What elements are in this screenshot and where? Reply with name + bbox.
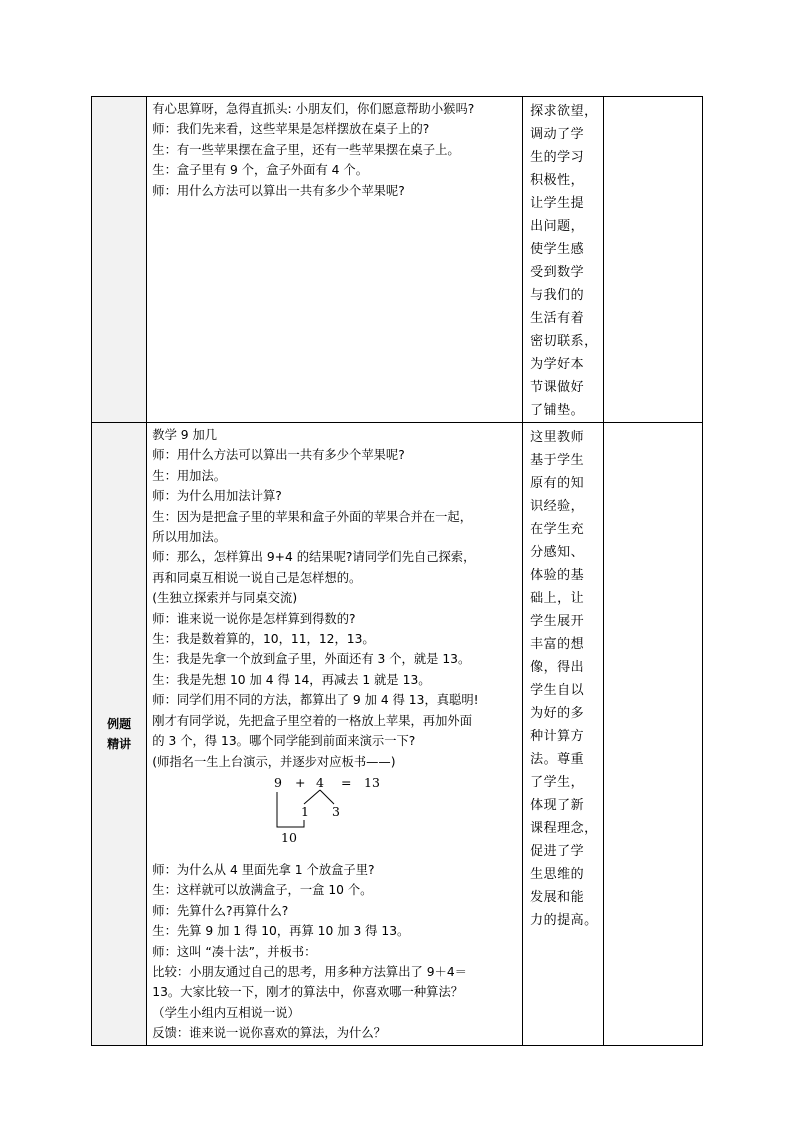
dialogue-line: 比较：小朋友通过自己的思考，用多种方法算出了 9＋4＝ bbox=[152, 964, 467, 979]
dialogue-line: 生：用加法。 bbox=[152, 468, 227, 483]
dialogue-line: 师：为什么从 4 里面先拿 1 个放盒子里? bbox=[152, 862, 375, 877]
dialogue-line: 生：盒子里有 9 个，盒子外面有 4 个。 bbox=[152, 163, 369, 178]
dialogue-line: 生：我是数着算的，10，11，12，13。 bbox=[152, 632, 375, 647]
note-line: 在学生充 bbox=[530, 522, 585, 537]
design-note bbox=[523, 97, 602, 422]
dialogue-line: 有心思算呀，急得直抓头: 小朋友们，你们愿意帮助小猴吗? bbox=[152, 102, 475, 116]
design-note-cell bbox=[523, 97, 603, 423]
note-line: 使学生感 bbox=[530, 242, 585, 257]
diagram-plus-sign: + bbox=[295, 774, 306, 790]
note-line: 发展和能 bbox=[530, 890, 585, 905]
dialogue-line: 师：用什么方法可以算出一共有多少个苹果呢? bbox=[152, 183, 405, 198]
note-line: 学生自以 bbox=[530, 683, 585, 698]
section-label-cell bbox=[92, 423, 147, 1046]
dialogue-lines bbox=[147, 858, 522, 1044]
diagram-split-right: 3 bbox=[332, 803, 341, 819]
dialogue-line: 师：用什么方法可以算出一共有多少个苹果呢? bbox=[152, 448, 405, 463]
dialogue-line: 师：同学们用不同的方法，都算出了 9 加 4 得 13，真聪明! bbox=[152, 693, 479, 708]
dialogue-line: 反馈：谁来说一说你喜欢的算法，为什么？ bbox=[152, 1026, 386, 1041]
ten-bracket bbox=[277, 792, 304, 827]
note-line: 这里教师 bbox=[530, 430, 585, 445]
note-line: 丰富的想 bbox=[530, 637, 585, 652]
split-line-right bbox=[320, 790, 334, 804]
diagram-split-left: 1 bbox=[301, 803, 310, 819]
note-line: 密切联系， bbox=[530, 334, 598, 349]
section-label-cell bbox=[92, 97, 147, 423]
dialogue-lines bbox=[147, 97, 522, 201]
note-line: 力的提高。 bbox=[530, 913, 598, 928]
section-label: 精讲 bbox=[107, 737, 132, 751]
note-line: 节课做好 bbox=[530, 380, 585, 395]
diagram-result: 13 bbox=[364, 774, 381, 790]
note-line: 分感知、 bbox=[530, 545, 585, 560]
table-row bbox=[92, 423, 703, 1046]
note-line: 与我们的 bbox=[530, 288, 585, 303]
diagram-equals-sign: = bbox=[341, 774, 352, 790]
note-line: 像，得出 bbox=[530, 660, 585, 675]
extra-cell bbox=[603, 423, 703, 1046]
note-line: 为好的多 bbox=[530, 706, 585, 721]
note-line: 法。尊重 bbox=[530, 752, 585, 767]
design-note-cell bbox=[523, 423, 603, 1046]
diagram-svg bbox=[271, 772, 431, 858]
note-line: 了学生， bbox=[530, 775, 585, 790]
dialogue-line: 13。大家比较一下，刚才的算法中，你喜欢哪一种算法？ bbox=[152, 985, 464, 1000]
dialogue-line: （学生小组内互相说一说） bbox=[152, 1005, 300, 1020]
section-label: 例题 bbox=[107, 717, 132, 731]
dialogue-cell bbox=[147, 423, 523, 1046]
dialogue-line: 所以用加法。 bbox=[152, 530, 227, 545]
note-line: 了铺垫。 bbox=[530, 403, 585, 418]
split-line-left bbox=[304, 790, 320, 804]
dialogue-line: 刚才有同学说，先把盒子里空着的一格放上苹果，再加外面 bbox=[152, 713, 472, 728]
note-line: 课程理念， bbox=[530, 821, 598, 836]
dialogue-line: 师：谁来说一说你是怎样算到得数的? bbox=[152, 611, 356, 626]
dialogue-cell bbox=[147, 97, 523, 423]
note-line: 基于学生 bbox=[530, 453, 585, 468]
dialogue-line: 生：这样就可以放满盒子，一盒 10 个。 bbox=[152, 883, 373, 898]
note-line: 受到数学 bbox=[530, 265, 585, 280]
note-line: 学生展开 bbox=[530, 614, 585, 629]
extra-cell bbox=[603, 97, 703, 423]
diagram-ten: 10 bbox=[281, 829, 298, 845]
diagram-addend-b: 4 bbox=[316, 774, 325, 790]
note-line: 生的学习 bbox=[530, 150, 585, 165]
dialogue-line: 教学 9 加几 bbox=[152, 428, 218, 442]
dialogue-line: 师：我们先来看，这些苹果是怎样摆放在桌子上的? bbox=[152, 122, 430, 137]
note-line: 体验的基 bbox=[530, 568, 585, 583]
note-line: 调动了学 bbox=[530, 127, 585, 142]
lesson-plan-table bbox=[91, 96, 703, 1046]
make-ten-diagram bbox=[147, 772, 522, 858]
table-row bbox=[92, 97, 703, 423]
note-line: 促进了学 bbox=[530, 844, 585, 859]
note-line: 积极性， bbox=[530, 173, 585, 188]
dialogue-line: 生：我是先想 10 加 4 得 14，再减去 1 就是 13。 bbox=[152, 672, 431, 687]
dialogue-line: 生：我是先拿一个放到盒子里，外面还有 3 个，就是 13。 bbox=[152, 652, 471, 667]
dialogue-line: 的 3 个，得 13。哪个同学能到前面来演示一下? bbox=[152, 734, 416, 749]
dialogue-lines bbox=[147, 423, 522, 772]
dialogue-line: 生：有一些苹果摆在盒子里，还有一些苹果摆在桌子上。 bbox=[152, 142, 460, 157]
note-line: 让学生提 bbox=[530, 196, 585, 211]
diagram-addend-a: 9 bbox=[274, 774, 283, 790]
dialogue-line: 师：为什么用加法计算? bbox=[152, 489, 282, 504]
note-line: 体现了新 bbox=[530, 798, 585, 813]
dialogue-line: 生：因为是把盒子里的苹果和盒子外面的苹果合并在一起， bbox=[152, 509, 472, 524]
note-line: 种计算方 bbox=[530, 729, 585, 744]
note-line: 为学好本 bbox=[530, 357, 585, 372]
note-line: 出问题， bbox=[530, 219, 585, 234]
note-line: 探求欲望， bbox=[530, 104, 598, 119]
dialogue-line: 再和同桌互相说一说自己是怎样想的。 bbox=[152, 570, 362, 585]
dialogue-line: 生：先算 9 加 1 得 10，再算 10 加 3 得 13。 bbox=[152, 924, 410, 939]
dialogue-line: 师：那么，怎样算出 9+4 的结果呢?请同学们先自己探索， bbox=[152, 550, 476, 565]
dialogue-line: 师：这叫 “凑十法”，并板书： bbox=[152, 944, 317, 959]
dialogue-line: (生独立探索并与同桌交流) bbox=[152, 591, 298, 606]
note-line: 原有的知 bbox=[530, 476, 585, 491]
design-note bbox=[523, 423, 602, 932]
dialogue-line: (师指名一生上台演示，并逐步对应板书——) bbox=[152, 754, 396, 769]
dialogue-line: 师：先算什么?再算什么? bbox=[152, 903, 289, 918]
note-line: 生思维的 bbox=[530, 867, 585, 882]
note-line: 识经验， bbox=[530, 499, 585, 514]
note-line: 础上，让 bbox=[530, 591, 585, 606]
note-line: 生活有着 bbox=[530, 311, 585, 326]
